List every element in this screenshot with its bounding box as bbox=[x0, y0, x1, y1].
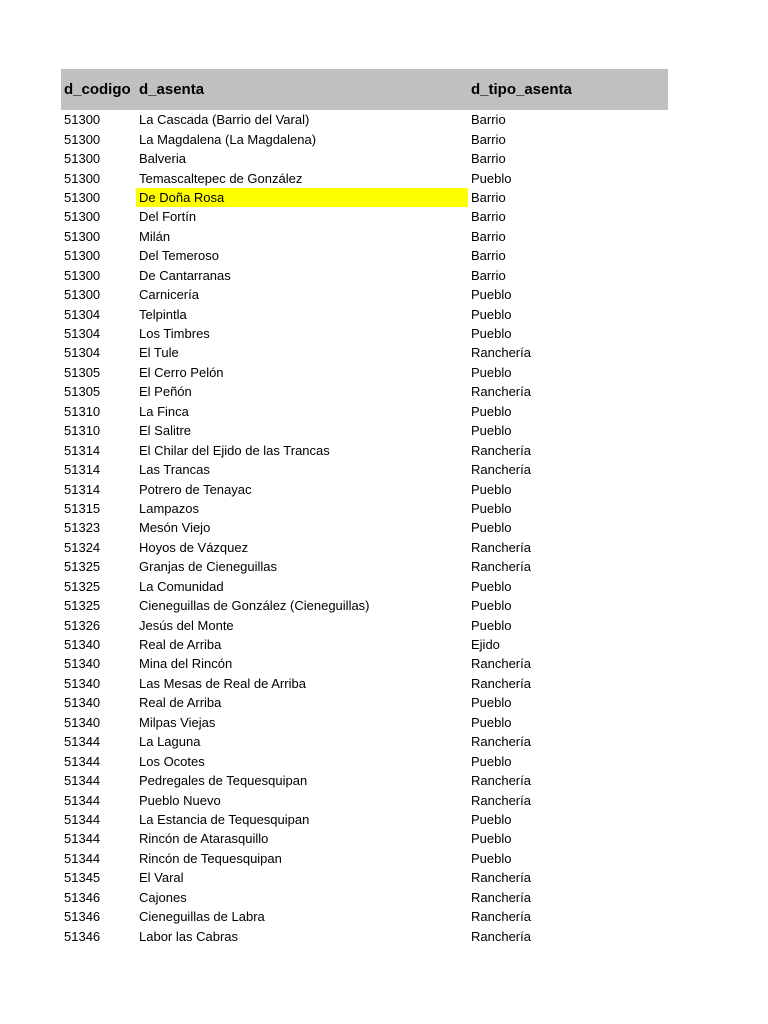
cell-d-asenta[interactable]: Pueblo Nuevo bbox=[139, 792, 221, 808]
cell-d-tipo-asenta[interactable]: Pueblo bbox=[471, 287, 512, 303]
cell-d-codigo[interactable]: 51344 bbox=[64, 734, 101, 750]
table-row bbox=[61, 110, 668, 129]
cell-d-codigo[interactable]: 51300 bbox=[64, 131, 101, 147]
cell-d-codigo[interactable]: 51300 bbox=[64, 228, 101, 244]
cell-d-codigo[interactable]: 51305 bbox=[64, 384, 101, 400]
cell-d-asenta[interactable]: Balveria bbox=[139, 151, 186, 167]
table-row bbox=[61, 421, 668, 440]
cell-d-tipo-asenta[interactable]: Ranchería bbox=[471, 889, 531, 905]
table-row bbox=[61, 382, 668, 401]
cell-d-tipo-asenta[interactable]: Barrio bbox=[471, 209, 506, 225]
cell-d-tipo-asenta[interactable]: Ranchería bbox=[471, 442, 531, 458]
table-row bbox=[61, 615, 668, 634]
cell-d-tipo-asenta[interactable]: Ranchería bbox=[471, 773, 531, 789]
table-row bbox=[61, 460, 668, 479]
cell-d-codigo[interactable]: 51310 bbox=[64, 403, 101, 419]
cell-d-codigo[interactable]: 51346 bbox=[64, 928, 101, 944]
table-row bbox=[61, 771, 668, 790]
cell-d-tipo-asenta[interactable]: Barrio bbox=[471, 189, 506, 205]
cell-d-asenta[interactable]: Del Fortín bbox=[139, 209, 197, 225]
table-row bbox=[61, 907, 668, 926]
table-row bbox=[61, 207, 668, 226]
cell-d-codigo[interactable]: 51325 bbox=[64, 578, 101, 594]
cell-d-tipo-asenta[interactable]: Ranchería bbox=[471, 345, 531, 361]
cell-d-codigo[interactable]: 51314 bbox=[64, 462, 101, 478]
cell-d-asenta[interactable]: Milpas Viejas bbox=[139, 714, 216, 730]
cell-d-asenta[interactable]: Rincón de Atarasquillo bbox=[139, 831, 269, 847]
table-row bbox=[61, 324, 668, 343]
cell-d-tipo-asenta[interactable]: Ranchería bbox=[471, 559, 531, 575]
cell-d-tipo-asenta[interactable]: Pueblo bbox=[471, 831, 512, 847]
cell-d-asenta[interactable]: La Cascada (Barrio del Varal) bbox=[139, 112, 310, 128]
table-row bbox=[61, 149, 668, 168]
table-header-row bbox=[61, 69, 668, 110]
cell-d-tipo-asenta[interactable]: Barrio bbox=[471, 112, 506, 128]
table-row bbox=[61, 129, 668, 148]
cell-d-codigo[interactable]: 51304 bbox=[64, 306, 101, 322]
cell-d-codigo[interactable]: 51346 bbox=[64, 889, 101, 905]
cell-d-codigo[interactable]: 51300 bbox=[64, 267, 101, 283]
cell-d-asenta[interactable]: El Salitre bbox=[139, 423, 192, 439]
cell-d-codigo[interactable]: 51340 bbox=[64, 695, 101, 711]
cell-d-tipo-asenta[interactable]: Ranchería bbox=[471, 539, 531, 555]
table-row bbox=[61, 577, 668, 596]
cell-d-tipo-asenta[interactable]: Barrio bbox=[471, 228, 506, 244]
cell-d-asenta[interactable]: De Doña Rosa bbox=[136, 188, 468, 207]
cell-d-codigo[interactable]: 51326 bbox=[64, 617, 101, 633]
cell-d-tipo-asenta[interactable]: Pueblo bbox=[471, 403, 512, 419]
cell-d-codigo[interactable]: 51344 bbox=[64, 811, 101, 827]
cell-d-tipo-asenta[interactable]: Ejido bbox=[471, 637, 500, 653]
cell-d-tipo-asenta[interactable]: Pueblo bbox=[471, 170, 512, 186]
cell-d-asenta[interactable]: Rincón de Tequesquipan bbox=[139, 850, 282, 866]
cell-d-codigo[interactable]: 51304 bbox=[64, 326, 101, 342]
header-d-tipo-asenta[interactable]: d_tipo_asenta bbox=[471, 81, 572, 98]
cell-d-codigo[interactable]: 51300 bbox=[64, 209, 101, 225]
table-row bbox=[61, 266, 668, 285]
cell-d-codigo[interactable]: 51344 bbox=[64, 850, 101, 866]
cell-d-asenta[interactable]: Real de Arriba bbox=[139, 637, 222, 653]
cell-d-tipo-asenta[interactable]: Ranchería bbox=[471, 870, 531, 886]
cell-d-tipo-asenta[interactable]: Pueblo bbox=[471, 481, 512, 497]
table-row bbox=[61, 790, 668, 809]
cell-d-tipo-asenta[interactable]: Pueblo bbox=[471, 500, 512, 516]
cell-d-tipo-asenta[interactable]: Pueblo bbox=[471, 753, 512, 769]
cell-d-asenta[interactable]: De Cantarranas bbox=[139, 267, 231, 283]
cell-d-asenta[interactable]: La Estancia de Tequesquipan bbox=[139, 811, 310, 827]
cell-d-codigo[interactable]: 51325 bbox=[64, 598, 101, 614]
cell-d-codigo[interactable]: 51300 bbox=[64, 189, 101, 205]
table-row bbox=[61, 518, 668, 537]
cell-d-asenta[interactable]: Del Temeroso bbox=[139, 248, 219, 264]
cell-d-tipo-asenta[interactable]: Pueblo bbox=[471, 423, 512, 439]
table-row bbox=[61, 188, 668, 207]
cell-d-tipo-asenta[interactable]: Barrio bbox=[471, 151, 506, 167]
cell-d-codigo[interactable]: 51346 bbox=[64, 909, 101, 925]
cell-d-codigo[interactable]: 51314 bbox=[64, 481, 101, 497]
table-row bbox=[61, 168, 668, 187]
table-row bbox=[61, 751, 668, 770]
cell-d-asenta[interactable]: El Chilar del Ejido de las Trancas bbox=[139, 442, 330, 458]
cell-d-asenta[interactable]: El Varal bbox=[139, 870, 184, 886]
cell-d-codigo[interactable]: 51344 bbox=[64, 831, 101, 847]
table-body bbox=[61, 110, 668, 946]
table-row bbox=[61, 888, 668, 907]
table-row bbox=[61, 654, 668, 673]
cell-d-tipo-asenta[interactable]: Ranchería bbox=[471, 462, 531, 478]
cell-d-tipo-asenta[interactable]: Pueblo bbox=[471, 306, 512, 322]
cell-d-tipo-asenta[interactable]: Ranchería bbox=[471, 909, 531, 925]
table-row bbox=[61, 810, 668, 829]
table-row bbox=[61, 479, 668, 498]
cell-d-codigo[interactable]: 51324 bbox=[64, 539, 101, 555]
cell-d-asenta[interactable]: El Cerro Pelón bbox=[139, 364, 224, 380]
cell-d-asenta[interactable]: Las Trancas bbox=[139, 462, 210, 478]
table-row bbox=[61, 557, 668, 576]
table-row bbox=[61, 343, 668, 362]
cell-d-codigo[interactable]: 51344 bbox=[64, 753, 101, 769]
cell-d-asenta[interactable]: Cieneguillas de Labra bbox=[139, 909, 265, 925]
cell-d-codigo[interactable]: 51344 bbox=[64, 773, 101, 789]
cell-d-tipo-asenta[interactable]: Ranchería bbox=[471, 656, 531, 672]
cell-d-asenta[interactable]: Las Mesas de Real de Arriba bbox=[139, 675, 306, 691]
cell-d-asenta[interactable]: Lampazos bbox=[139, 500, 199, 516]
cell-d-asenta[interactable]: La Laguna bbox=[139, 734, 201, 750]
cell-d-asenta[interactable]: El Tule bbox=[139, 345, 179, 361]
table-row bbox=[61, 732, 668, 751]
cell-d-codigo[interactable]: 51300 bbox=[64, 112, 101, 128]
cell-d-tipo-asenta[interactable]: Pueblo bbox=[471, 850, 512, 866]
cell-d-codigo[interactable]: 51304 bbox=[64, 345, 101, 361]
table-row bbox=[61, 304, 668, 323]
cell-d-asenta[interactable]: Cieneguillas de González (Cieneguillas) bbox=[139, 598, 370, 614]
cell-d-asenta[interactable]: Los Timbres bbox=[139, 326, 210, 342]
table-row bbox=[61, 635, 668, 654]
cell-d-asenta[interactable]: Cajones bbox=[139, 889, 187, 905]
cell-d-asenta[interactable]: La Comunidad bbox=[139, 578, 224, 594]
table-row bbox=[61, 596, 668, 615]
cell-d-codigo[interactable]: 51340 bbox=[64, 656, 101, 672]
cell-d-asenta[interactable]: Temascaltepec de González bbox=[139, 170, 303, 186]
table-row bbox=[61, 440, 668, 459]
cell-d-codigo[interactable]: 51315 bbox=[64, 500, 101, 516]
table-row bbox=[61, 829, 668, 848]
table-row bbox=[61, 868, 668, 887]
table-row bbox=[61, 363, 668, 382]
cell-d-tipo-asenta[interactable]: Pueblo bbox=[471, 714, 512, 730]
cell-d-codigo[interactable]: 51310 bbox=[64, 423, 101, 439]
cell-d-asenta[interactable]: Los Ocotes bbox=[139, 753, 205, 769]
cell-d-tipo-asenta[interactable]: Ranchería bbox=[471, 384, 531, 400]
cell-d-asenta[interactable]: Labor las Cabras bbox=[139, 928, 238, 944]
header-d-asenta[interactable]: d_asenta bbox=[139, 81, 205, 98]
cell-d-tipo-asenta[interactable]: Barrio bbox=[471, 131, 506, 147]
cell-d-tipo-asenta[interactable]: Pueblo bbox=[471, 578, 512, 594]
cell-d-asenta[interactable]: Mesón Viejo bbox=[139, 520, 211, 536]
cell-d-codigo[interactable]: 51323 bbox=[64, 520, 101, 536]
cell-d-tipo-asenta[interactable]: Ranchería bbox=[471, 928, 531, 944]
cell-d-asenta[interactable]: Mina del Rincón bbox=[139, 656, 233, 672]
table-row bbox=[61, 246, 668, 265]
table-row bbox=[61, 849, 668, 868]
table-row bbox=[61, 538, 668, 557]
cell-d-tipo-asenta[interactable]: Pueblo bbox=[471, 617, 512, 633]
table-row bbox=[61, 674, 668, 693]
cell-d-asenta[interactable]: Milán bbox=[139, 228, 171, 244]
cell-d-tipo-asenta[interactable]: Pueblo bbox=[471, 326, 512, 342]
cell-d-codigo[interactable]: 51300 bbox=[64, 248, 101, 264]
cell-d-codigo[interactable]: 51345 bbox=[64, 870, 101, 886]
cell-d-asenta[interactable]: Carnicería bbox=[139, 287, 199, 303]
cell-d-tipo-asenta[interactable]: Barrio bbox=[471, 248, 506, 264]
cell-d-tipo-asenta[interactable]: Pueblo bbox=[471, 598, 512, 614]
cell-d-asenta[interactable]: Pedregales de Tequesquipan bbox=[139, 773, 308, 789]
cell-d-asenta[interactable]: Jesús del Monte bbox=[139, 617, 234, 633]
cell-d-codigo[interactable]: 51340 bbox=[64, 714, 101, 730]
table-row bbox=[61, 227, 668, 246]
cell-d-tipo-asenta[interactable]: Pueblo bbox=[471, 695, 512, 711]
cell-d-tipo-asenta[interactable]: Ranchería bbox=[471, 675, 531, 691]
cell-d-asenta[interactable]: Telpintla bbox=[139, 306, 187, 322]
cell-d-codigo[interactable]: 51314 bbox=[64, 442, 101, 458]
cell-d-codigo[interactable]: 51344 bbox=[64, 792, 101, 808]
header-d-codigo[interactable]: d_codigo bbox=[64, 81, 131, 98]
cell-d-codigo[interactable]: 51340 bbox=[64, 637, 101, 653]
table-row bbox=[61, 402, 668, 421]
cell-d-asenta[interactable]: Hoyos de Vázquez bbox=[139, 539, 249, 555]
cell-d-tipo-asenta[interactable]: Ranchería bbox=[471, 734, 531, 750]
table-row bbox=[61, 693, 668, 712]
cell-d-asenta[interactable]: La Finca bbox=[139, 403, 189, 419]
cell-d-codigo[interactable]: 51305 bbox=[64, 364, 101, 380]
table-row bbox=[61, 926, 668, 945]
cell-d-asenta[interactable]: La Magdalena (La Magdalena) bbox=[139, 131, 317, 147]
table-row bbox=[61, 499, 668, 518]
cell-d-codigo[interactable]: 51340 bbox=[64, 675, 101, 691]
cell-d-codigo[interactable]: 51300 bbox=[64, 287, 101, 303]
cell-d-codigo[interactable]: 51300 bbox=[64, 151, 101, 167]
cell-d-tipo-asenta[interactable]: Pueblo bbox=[471, 520, 512, 536]
table-row bbox=[61, 713, 668, 732]
cell-d-codigo[interactable]: 51325 bbox=[64, 559, 101, 575]
cell-d-codigo[interactable]: 51300 bbox=[64, 170, 101, 186]
spreadsheet-table bbox=[61, 69, 668, 946]
table-row bbox=[61, 285, 668, 304]
cell-d-tipo-asenta[interactable]: Pueblo bbox=[471, 811, 512, 827]
cell-d-asenta[interactable]: El Peñón bbox=[139, 384, 192, 400]
cell-d-tipo-asenta[interactable]: Barrio bbox=[471, 267, 506, 283]
cell-d-asenta[interactable]: Granjas de Cieneguillas bbox=[139, 559, 278, 575]
cell-d-asenta[interactable]: Potrero de Tenayac bbox=[139, 481, 252, 497]
cell-d-tipo-asenta[interactable]: Ranchería bbox=[471, 792, 531, 808]
cell-d-asenta[interactable]: Real de Arriba bbox=[139, 695, 222, 711]
cell-d-tipo-asenta[interactable]: Pueblo bbox=[471, 364, 512, 380]
